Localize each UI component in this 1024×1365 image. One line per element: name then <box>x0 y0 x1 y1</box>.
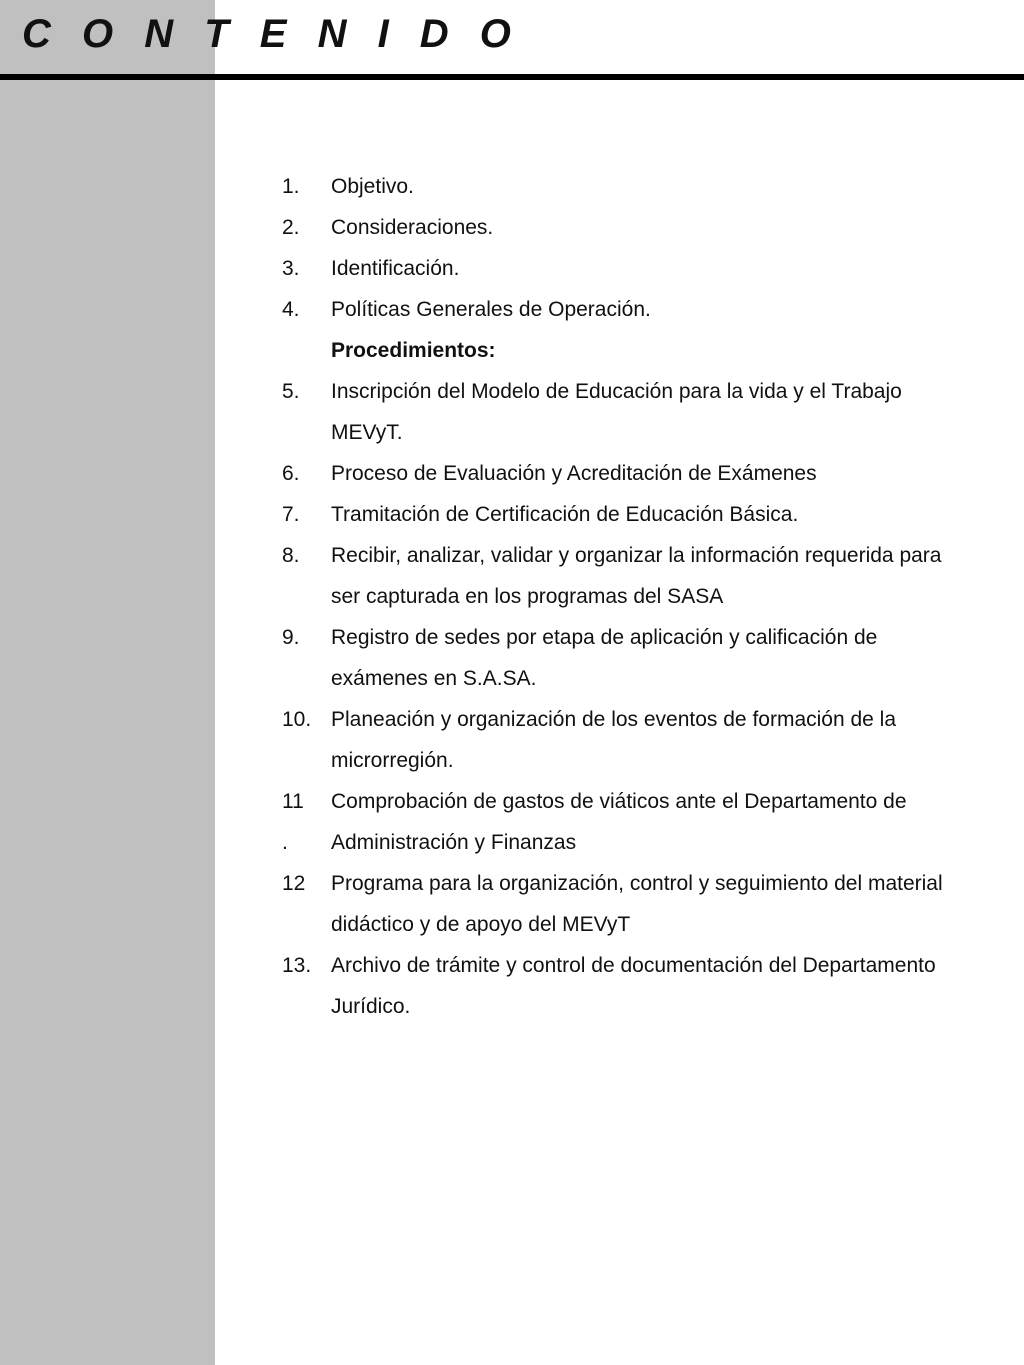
toc-line <box>282 576 1012 617</box>
toc-section-heading <box>282 330 1012 371</box>
toc-line <box>282 289 1012 330</box>
toc-line <box>282 781 1012 822</box>
toc-line <box>282 740 1012 781</box>
toc-text: Objetivo. <box>331 175 414 198</box>
sidebar-band <box>0 0 215 1365</box>
toc-line <box>282 248 1012 289</box>
toc-line <box>282 822 1012 863</box>
toc-text: Consideraciones. <box>331 216 494 239</box>
title-divider <box>0 74 1024 80</box>
toc-line <box>282 658 1012 699</box>
toc-text: Archivo de trámite y control de documentación del Departamento <box>331 954 936 977</box>
toc-text: Identificación. <box>331 257 460 280</box>
toc-text: Planeación y organización de los eventos de formación de la <box>331 708 897 731</box>
toc-line <box>282 986 1012 1027</box>
toc-number: 8. <box>282 544 300 567</box>
toc-number: 7. <box>282 503 300 526</box>
toc-text: Proceso de Evaluación y Acreditación de Exámenes <box>331 462 817 485</box>
toc-text: Comprobación de gastos de viáticos ante el Departamento de <box>331 790 907 813</box>
table-of-contents <box>282 166 1012 1027</box>
toc-text: Inscripción del Modelo de Educación para la vida y el Trabajo <box>331 380 902 403</box>
toc-text: exámenes en S.A.SA. <box>331 667 537 690</box>
toc-line <box>282 166 1012 207</box>
toc-text: didáctico y de apoyo del MEVyT <box>331 913 631 936</box>
toc-text: Registro de sedes por etapa de aplicación y calificación de <box>331 626 878 649</box>
toc-number: 9. <box>282 626 300 649</box>
toc-number: 3. <box>282 257 300 280</box>
toc-number: 10. <box>282 708 312 731</box>
toc-number: 1. <box>282 175 300 198</box>
toc-line <box>282 699 1012 740</box>
toc-line <box>282 453 1012 494</box>
toc-text: Jurídico. <box>331 995 411 1018</box>
procedimientos-heading: Procedimientos: <box>331 339 496 362</box>
toc-line <box>282 371 1012 412</box>
toc-line <box>282 535 1012 576</box>
toc-line <box>282 412 1012 453</box>
toc-text: Programa para la organización, control y seguimiento del material <box>331 872 943 895</box>
toc-line <box>282 207 1012 248</box>
toc-number: . <box>282 831 288 854</box>
toc-text: Recibir, analizar, validar y organizar la información requerida para <box>331 544 942 567</box>
toc-text: Políticas Generales de Operación. <box>331 298 651 321</box>
toc-text: microrregión. <box>331 749 454 772</box>
toc-number: 5. <box>282 380 300 403</box>
toc-text: MEVyT. <box>331 421 403 444</box>
toc-line <box>282 904 1012 945</box>
toc-line <box>282 863 1012 904</box>
toc-number: 6. <box>282 462 300 485</box>
toc-number: 4. <box>282 298 300 321</box>
page-title: C O N T E N I D O <box>22 12 521 56</box>
toc-text: Administración y Finanzas <box>331 831 577 854</box>
toc-line <box>282 494 1012 535</box>
toc-number: 11 <box>282 790 304 813</box>
toc-number: 12 <box>282 872 306 895</box>
toc-text: Tramitación de Certificación de Educación Básica. <box>331 503 799 526</box>
toc-number: 13. <box>282 954 312 977</box>
toc-number: 2. <box>282 216 300 239</box>
toc-line <box>282 945 1012 986</box>
toc-line <box>282 617 1012 658</box>
toc-text: ser capturada en los programas del SASA <box>331 585 724 608</box>
